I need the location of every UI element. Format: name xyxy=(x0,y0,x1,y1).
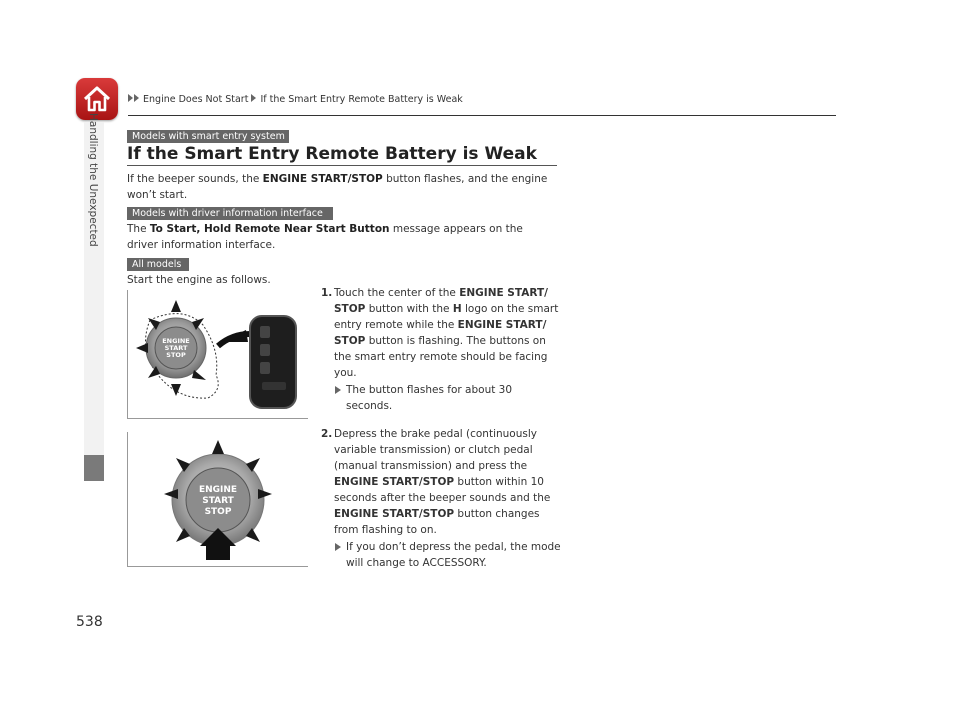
button-label: ENGINE xyxy=(162,337,190,345)
bold-text: ENGINE START/STOP xyxy=(262,173,383,185)
note-text: If you don’t depress the pedal, the mode will change to ACCESSORY. xyxy=(346,541,561,569)
figure-touch-remote xyxy=(127,290,308,419)
text: button flashes, and the engine won’t start. xyxy=(127,173,548,201)
step-number: 2. xyxy=(321,428,333,440)
figure-press-button xyxy=(127,432,308,567)
text: button is flashing. The buttons on the smart entry remote should be facing you. xyxy=(334,335,548,379)
text: Depress the brake pedal (continuously variable transmission) or clutch pedal (manual transmission) and press the xyxy=(334,428,537,472)
bold-text: ENGINE START/ STOP xyxy=(334,287,548,315)
text: The xyxy=(127,223,150,235)
breadcrumb-item-current: If the Smart Entry Remote Battery is Weak xyxy=(260,94,463,105)
breadcrumb-item[interactable]: Engine Does Not Start xyxy=(143,94,249,105)
side-tab[interactable] xyxy=(87,113,103,443)
note-text: The button flashes for about 30 seconds. xyxy=(346,384,513,412)
figure-press-button-drawing xyxy=(128,432,308,566)
step-note xyxy=(334,539,561,571)
text: If the beeper sounds, the xyxy=(127,173,263,185)
triangle-right-icon xyxy=(134,94,139,102)
page-number: 538 xyxy=(76,614,103,630)
button-label: START xyxy=(202,496,234,506)
step-1 xyxy=(321,285,561,414)
bold-text: To Start, Hold Remote Near Start Button xyxy=(149,223,390,235)
section-title: If the Smart Entry Remote Battery is Weak xyxy=(127,144,537,164)
bold-text: ENGINE START/ STOP xyxy=(334,319,547,347)
paragraph-beeper xyxy=(127,171,557,203)
breadcrumb xyxy=(128,94,463,105)
step-note xyxy=(334,382,561,414)
text: message appears on the driver information interface. xyxy=(127,223,523,251)
bold-text: H xyxy=(452,303,462,315)
text: Touch the center of the xyxy=(334,287,460,299)
model-tag-driver-info: Models with driver information interface xyxy=(127,207,333,220)
paragraph-start-intro: Start the engine as follows. xyxy=(127,274,271,286)
button-label: START xyxy=(164,344,188,352)
triangle-right-icon xyxy=(128,94,133,102)
model-tag-smart-entry: Models with smart entry system xyxy=(127,130,289,143)
button-label: STOP xyxy=(204,507,232,517)
model-tag-all: All models xyxy=(127,258,189,271)
side-tab-label: Handling the Unexpected xyxy=(87,113,99,247)
step-2 xyxy=(321,426,561,571)
button-label: STOP xyxy=(166,351,186,359)
triangle-right-icon xyxy=(251,94,256,102)
figure-touch-remote-drawing xyxy=(128,290,308,418)
text: button with the xyxy=(365,303,453,315)
text: button changes from flashing to on. xyxy=(334,508,540,536)
header-divider xyxy=(128,115,836,116)
side-tab-marker xyxy=(84,455,104,481)
bold-text: ENGINE START/STOP xyxy=(334,508,455,520)
home-glyph xyxy=(82,84,112,114)
button-label: ENGINE xyxy=(198,485,238,495)
paragraph-message xyxy=(127,221,557,253)
title-divider xyxy=(127,165,557,166)
text: logo on the smart entry remote while the xyxy=(334,303,559,331)
text: button within 10 seconds after the beeper sounds and the xyxy=(334,476,551,504)
step-number: 1. xyxy=(321,287,333,299)
bold-text: ENGINE START/STOP xyxy=(334,476,455,488)
